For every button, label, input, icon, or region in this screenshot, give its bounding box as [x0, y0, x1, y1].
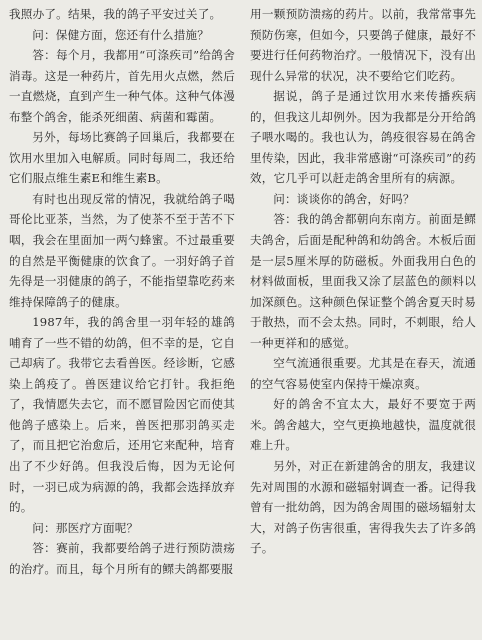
paragraph: 空气流通很重要。尤其是在春天，流通的空气容易使室内保持干燥凉爽。 [250, 356, 476, 391]
left-column [9, 4, 235, 579]
answer-paragraph: 答：赛前，我都要给鸽子进行预防溃疡的治疗。而且，每个月所有的鳏夫鸽都要服 [9, 541, 235, 576]
paragraph: 我照办了。结果，我的鸽子平安过关了。 [9, 7, 222, 21]
paragraph: 用一颗预防溃疡的药片。以前，我常常事先预防伤寒，但如今，只要鸽子健康，最好不要进行任何药物治疗。一般情况下，没有出现什么异常的状况，决不要给它们吃药。 [250, 7, 476, 83]
paragraph: 另外，对正在新建鸽舍的朋友，我建议先对周围的水源和磁辐射调查一番。记得我曾有一批幼鸽，因为鸽舍周围的磁场辐射太大，对鸽子伤害很重，害得我失去了许多鸽子。 [250, 459, 476, 556]
right-column [250, 4, 476, 559]
question-paragraph: 问：谈谈你的鸽舍，好吗？ [273, 191, 415, 206]
paragraph: 据说，鸽子是通过饮用水来传播疾病的，但我这儿却例外。因为我都是分开给鸽子喂水喝的。我也认为，鸽疫很容易在鸽舍里传染，因此，我非常感谢“可涤疾司”的药效，它几乎可以赶走鸽舍里所有的病源。 [250, 89, 476, 186]
question-paragraph: 问：那医疗方面呢？ [32, 520, 139, 535]
question-paragraph: 问：保健方面，您还有什么措施？ [32, 27, 210, 42]
paragraph: 好的鸽舍不宜太大，最好不要宽于两米。鸽舍越大，空气更换地越快，温度就很难上升。 [250, 397, 476, 453]
answer-paragraph: 答：我的鸽舍都朝向东南方。前面是鳏夫鸽舍，后面是配种鸽和幼鸽舍。木板后面是一层5厘米厚的防磁板。外面我用白色的材料做面板，里面我又涂了层蓝色的颜料以加深颜色。这种颜色保证整个鸽舍夏天时易于散热，而不会太热。同时，不刺眼，给人一种更祥和的感觉。 [250, 212, 476, 350]
paragraph: 1987年，我的鸽舍里一羽年轻的雄鸽哺育了一些不错的幼鸽，但不幸的是，它自己却病了。我带它去看兽医。经诊断，它感染上鸽疫了。兽医建议给它打针。我拒绝了，我情愿失去它，而不愿冒险因它而使其他鸽子感染上。后来，兽医把那羽鸽买走了，而且把它治愈后，还用它来配种，培育出了不少好鸽。但我没后悔，因为无论何时，一羽已成为病源的鸽，我都会选择放弃的。 [9, 315, 235, 515]
paragraph: 有时也出现反常的情况，我就给鸽子喝哥伦比亚茶，当然，为了使茶不至于苦不下咽，我会在里面加一两勺蜂蜜。不过最重要的自然是平衡健康的饮食了。一羽好鸽子首先得是一羽健康的鸽子，不能指望靠吃药来维持保障鸽子的健康。 [9, 191, 235, 309]
paragraph: 另外，每场比赛鸽子回巢后，我都要在饮用水里加入电解质。同时每周二，我还给它们服点维生素E和维生素B。 [9, 130, 235, 186]
answer-paragraph: 答：每个月，我都用“可涤疾司”给鸽舍消毒。这是一种药片，首先用火点燃，然后一直燃烧，直到产生一种气体。这种气体漫布整个鸽舍，能杀死细菌、病菌和霉菌。 [9, 48, 235, 124]
